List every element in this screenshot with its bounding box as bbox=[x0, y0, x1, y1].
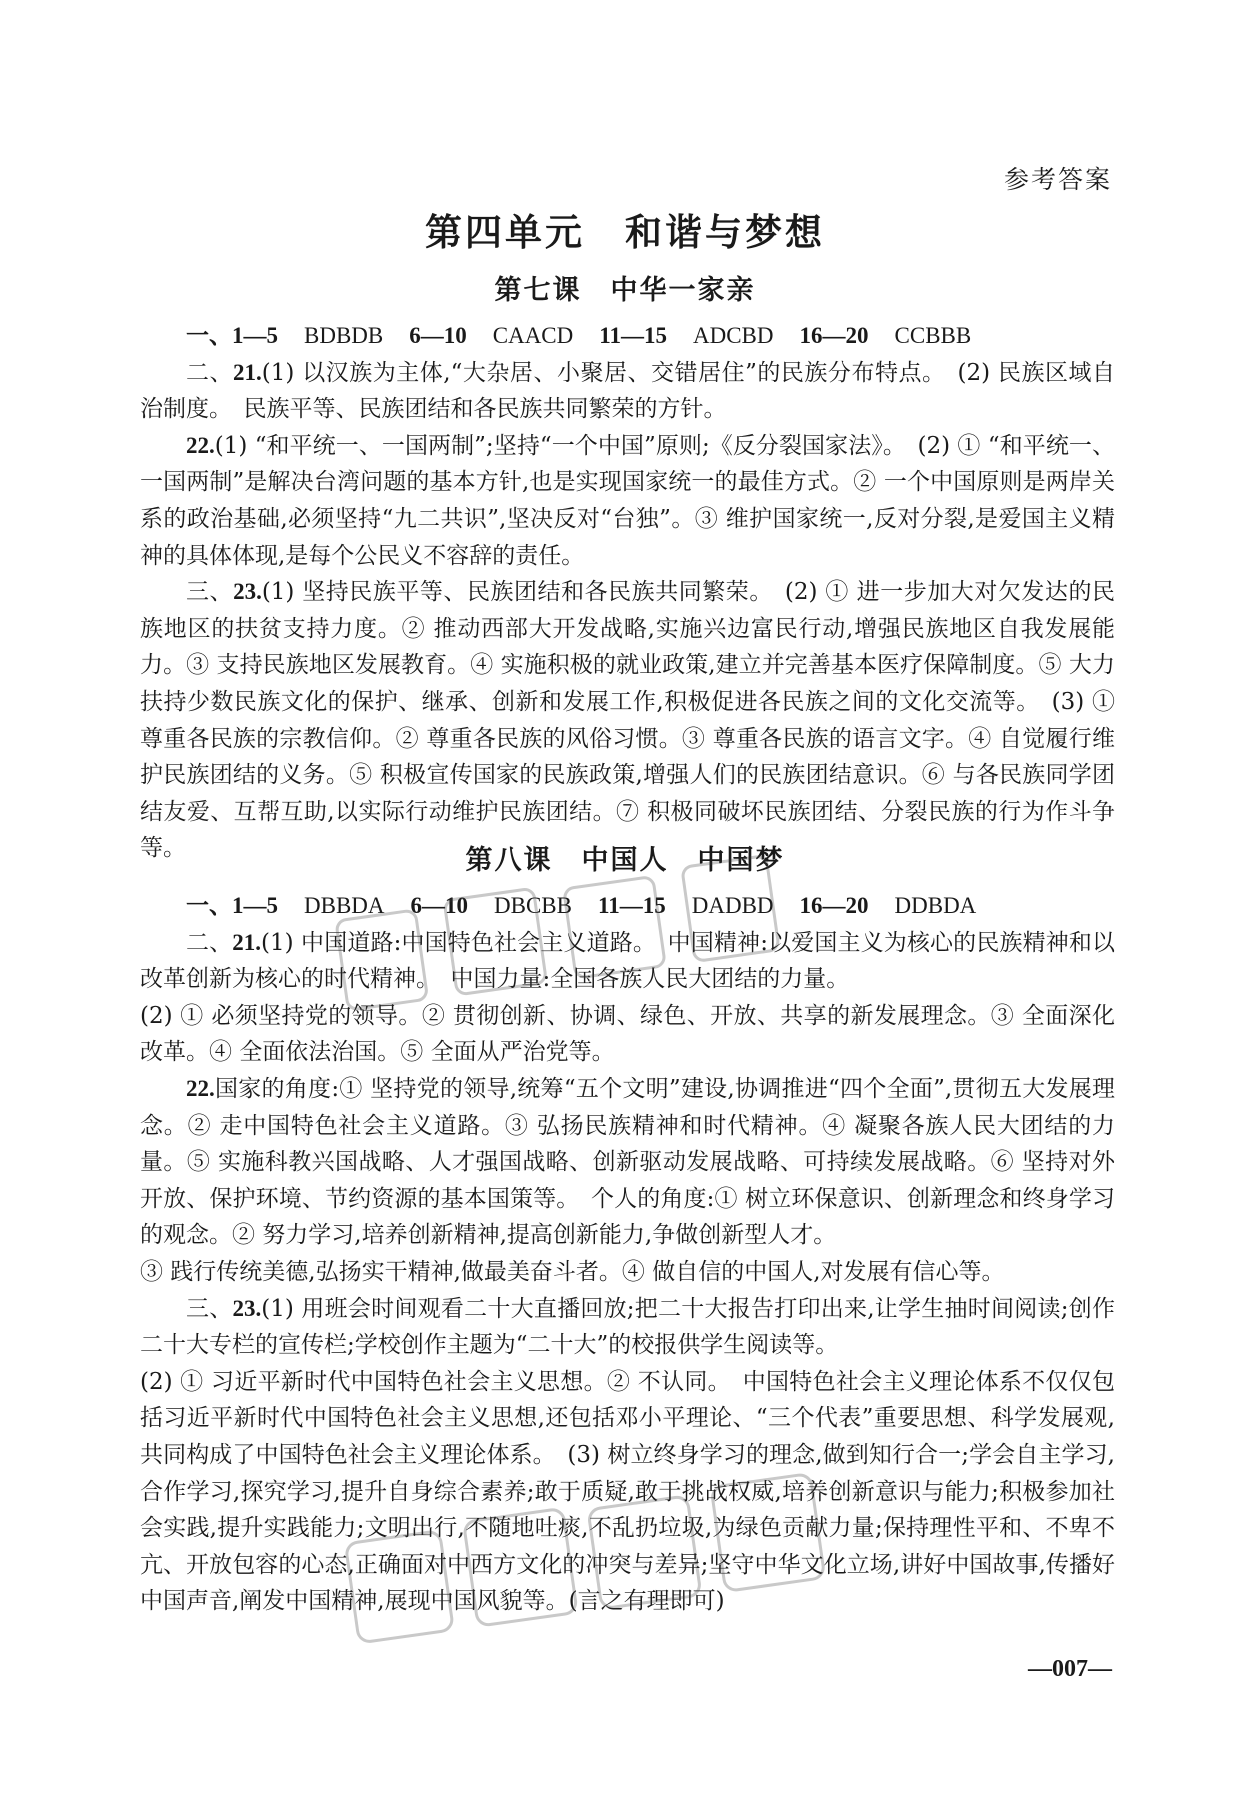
lesson-8-question-21-part-2: (2) ① 必须坚持党的领导。② 贯彻创新、协调、绿色、开放、共享的新发展理念。③ 全面深化改革。④ 全面依法治国。⑤ 全面从严治党等。 bbox=[140, 1002, 1115, 1066]
lesson-8-question-23-part-2: (2) ① 习近平新时代中国特色社会主义思想。② 不认同。 中国特色社会主义理论体系不仅仅包括习近平新时代中国特色社会主义思想,还包括邓小平理论、“三个代表”重要思想、科学发展观,共同构成了中国特色社会主义理论体系。 (3) 树立终身学习的理念,做到知行合一;学会自主学习,合作学习,探究学习,提升自身综合素养;敢于质疑,敢于挑战权威,培养创新意识与能力;积极参加社会实践,提升实践能力;文明出行,不随地吐痰,不乱扔垃圾,为绿色贡献力量;保持理性平和、不卑不亢、开放包容的心态,正确面对中西方文化的冲突与差异;坚守中华文化立场,讲好中国故事,传播好中国声音,阐发中国精神,展现中国风貌等。(言之有理即可) bbox=[140, 1368, 1115, 1615]
lesson-8-question-21: 二、21.(1) 中国道路:中国特色社会主义道路。 中国精神:以爱国主义为核心的民族精神和以改革创新为核心的时代精神。 中国力量:全国各族人民大团结的力量。 bbox=[140, 929, 1116, 993]
lesson-8-question-23: 三、23.(1) 用班会时间观看二十大直播回放;把二十大报告打印出来,让学生抽时间阅读;创作二十大专栏的宣传栏;学校创作主题为“二十大”的校报供学生阅读等。 bbox=[140, 1295, 1116, 1359]
lesson-7-question-21: 二、21.(1) 以汉族为主体,“大杂居、小聚居、交错居住”的民族分布特点。 (2) 民族区域自治制度。 民族平等、民族团结和各民族共同繁荣的方针。 bbox=[140, 359, 1116, 423]
lesson-8-mc-answers: 一、1—5 DBBDA 6—10 DBCBB 11—15 DADBD 16—20 DDBDA bbox=[186, 893, 977, 918]
lesson-7-question-23: 三、23.(1) 坚持民族平等、民族团结和各民族共同繁荣。 (2) ① 进一步加大对欠发达的民族地区的扶贫支持力度。② 推动西部大开发战略,实施兴边富民行动,增强民族地区自我发展能力。③ 支持民族地区发展教育。④ 实施积极的就业政策,建立并完善基本医疗保障制度。⑤ 大力扶持少数民族文化的保护、继承、创新和发展工作,积极促进各民族之间的文化交流等。 (3) ① 尊重各民族的宗教信仰。② 尊重各民族的风俗习惯。③ 尊重各民族的语言文字。④ 自觉履行维护民族团结的义务。⑤ 积极宣传国家的民族政策,增强人们的民族团结意识。⑥ 与各民族同学团结友爱、互帮互助,以实际行动维护民族团结。⑦ 积极同破坏民族团结、分裂民族的行为作斗争等。 bbox=[140, 579, 1123, 862]
lesson-8-question-22-part-2: ③ 践行传统美德,弘扬实干精神,做最美奋斗者。④ 做自信的中国人,对发展有信心等。 bbox=[140, 1258, 1005, 1285]
lesson-7-question-22: 22.(1) “和平统一、一国两制”;坚持“一个中国”原则;《反分裂国家法》。 (2) ① “和平统一、一国两制”是解决台湾问题的基本方针,也是实现国家统一的最佳方式。② 一个中国原则是两岸关系的政治基础,必须坚持“九二共识”,坚决反对“台独”。③ 维护国家统一,反对分裂,是爱国主义精神的具体体现,是每个公民义不容辞的责任。 bbox=[140, 432, 1115, 569]
unit-title: 第四单元 和谐与梦想 bbox=[425, 211, 825, 254]
page-number: —007— bbox=[1028, 1656, 1112, 1682]
lesson-7-answers bbox=[140, 318, 1123, 867]
lesson-7-mc-answers: 一、1—5 BDBDB 6—10 CAACD 11—15 ADCBD 16—20 CCBBB bbox=[186, 323, 972, 348]
lesson-8-title: 第八课 中国人 中国梦 bbox=[465, 845, 785, 876]
lesson-8-answers bbox=[140, 888, 1115, 1620]
lesson-7-title: 第七课 中华一家亲 bbox=[494, 275, 756, 306]
section-label: 参考答案 bbox=[1003, 165, 1112, 194]
lesson-8-question-22: 22.国家的角度:① 坚持党的领导,统筹“五个文明”建设,协调推进“四个全面”,贯彻五大发展理念。② 走中国特色社会主义道路。③ 弘扬民族精神和时代精神。④ 凝聚各族人民大团结的力量。⑤ 实施科教兴国战略、人才强国战略、创新驱动发展战略、可持续发展战略。⑥ 坚持对外开放、保护环境、节约资源的基本国策等。 个人的角度:① 树立环保意识、创新理念和终身学习的观念。② 努力学习,培养创新精神,提高创新能力,争做创新型人才。 bbox=[140, 1075, 1115, 1249]
